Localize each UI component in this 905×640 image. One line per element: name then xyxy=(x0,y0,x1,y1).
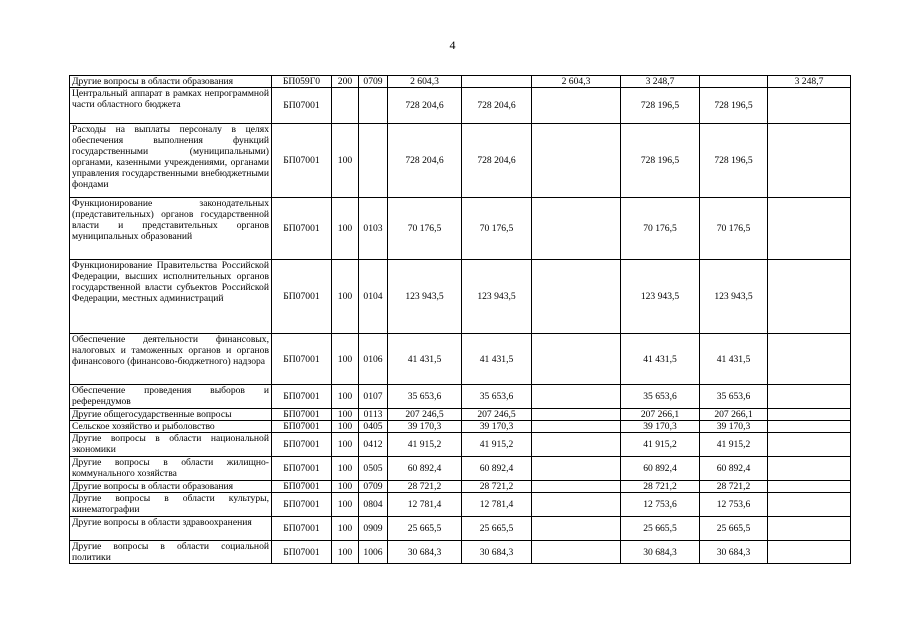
cell-vr: 100 xyxy=(332,385,359,409)
cell-rz: 0804 xyxy=(359,493,388,517)
table-body xyxy=(70,76,851,564)
table-row xyxy=(70,541,851,564)
table-row xyxy=(70,76,851,88)
cell-value-6 xyxy=(768,457,851,481)
table-row xyxy=(70,409,851,421)
cell-value-4: 28 721,2 xyxy=(621,481,700,493)
cell-rz: 0106 xyxy=(359,334,388,385)
cell-value-1: 28 721,2 xyxy=(388,481,462,493)
cell-rz: 0709 xyxy=(359,481,388,493)
cell-rz: 0709 xyxy=(359,76,388,88)
cell-vr: 100 xyxy=(332,124,359,198)
table-row xyxy=(70,481,851,493)
cell-value-4: 12 753,6 xyxy=(621,493,700,517)
table-row xyxy=(70,433,851,457)
cell-code: БП07001 xyxy=(272,517,332,541)
cell-name: Другие вопросы в области жилищно-коммунального хозяйства xyxy=(70,457,272,481)
table-row xyxy=(70,260,851,334)
cell-value-3 xyxy=(532,385,621,409)
cell-rz: 1006 xyxy=(359,541,388,564)
cell-code: БП07001 xyxy=(272,260,332,334)
cell-name: Обеспечение деятельности финансовых, налоговых и таможенных органов и органов финансового (финансово-бюджетного) надзора xyxy=(70,334,272,385)
cell-value-6 xyxy=(768,385,851,409)
cell-name: Другие вопросы в области здравоохранения xyxy=(70,517,272,541)
cell-vr: 100 xyxy=(332,541,359,564)
cell-code: БП07001 xyxy=(272,88,332,124)
cell-rz: 0909 xyxy=(359,517,388,541)
cell-value-5: 39 170,3 xyxy=(700,421,768,433)
cell-name: Другие вопросы в области образования xyxy=(70,76,272,88)
cell-value-3 xyxy=(532,260,621,334)
cell-vr xyxy=(332,88,359,124)
cell-value-2: 728 204,6 xyxy=(462,124,532,198)
cell-code: БП07001 xyxy=(272,409,332,421)
table-row xyxy=(70,88,851,124)
cell-value-1: 207 246,5 xyxy=(388,409,462,421)
cell-value-1: 39 170,3 xyxy=(388,421,462,433)
cell-value-6 xyxy=(768,433,851,457)
cell-vr: 100 xyxy=(332,334,359,385)
cell-code: БП07001 xyxy=(272,334,332,385)
cell-vr: 100 xyxy=(332,517,359,541)
cell-value-1: 70 176,5 xyxy=(388,198,462,260)
cell-value-4: 39 170,3 xyxy=(621,421,700,433)
cell-code: БП07001 xyxy=(272,541,332,564)
cell-code: БП059Г0 xyxy=(272,76,332,88)
cell-rz xyxy=(359,124,388,198)
cell-value-5: 41 431,5 xyxy=(700,334,768,385)
cell-value-6 xyxy=(768,409,851,421)
cell-value-2: 25 665,5 xyxy=(462,517,532,541)
cell-rz: 0103 xyxy=(359,198,388,260)
cell-rz: 0405 xyxy=(359,421,388,433)
cell-value-6 xyxy=(768,421,851,433)
cell-value-2: 28 721,2 xyxy=(462,481,532,493)
cell-value-5: 207 266,1 xyxy=(700,409,768,421)
cell-name: Другие вопросы в области образования xyxy=(70,481,272,493)
cell-name: Другие вопросы в области социальной политики xyxy=(70,541,272,564)
cell-value-2: 35 653,6 xyxy=(462,385,532,409)
cell-value-5: 28 721,2 xyxy=(700,481,768,493)
cell-vr: 100 xyxy=(332,409,359,421)
cell-value-2: 70 176,5 xyxy=(462,198,532,260)
cell-value-4: 207 266,1 xyxy=(621,409,700,421)
cell-value-1: 41 915,2 xyxy=(388,433,462,457)
cell-value-2: 207 246,5 xyxy=(462,409,532,421)
cell-vr: 100 xyxy=(332,493,359,517)
cell-name: Другие вопросы в области культуры, кинематографии xyxy=(70,493,272,517)
cell-value-1: 123 943,5 xyxy=(388,260,462,334)
cell-value-4: 41 431,5 xyxy=(621,334,700,385)
cell-code: БП07001 xyxy=(272,124,332,198)
cell-name: Другие вопросы в области национальной экономики xyxy=(70,433,272,457)
cell-code: БП07001 xyxy=(272,385,332,409)
cell-value-1: 12 781,4 xyxy=(388,493,462,517)
table-row xyxy=(70,385,851,409)
cell-value-5: 12 753,6 xyxy=(700,493,768,517)
table-row xyxy=(70,334,851,385)
cell-value-4: 728 196,5 xyxy=(621,124,700,198)
page-number: 4 xyxy=(449,38,456,52)
cell-name: Функционирование Правительства Российской Федерации, высших исполнительных органов государственной власти субъектов Российской Федерации, местных администраций xyxy=(70,260,272,334)
cell-value-5: 35 653,6 xyxy=(700,385,768,409)
cell-value-3 xyxy=(532,517,621,541)
cell-value-6 xyxy=(768,493,851,517)
cell-code: БП07001 xyxy=(272,198,332,260)
cell-value-4: 60 892,4 xyxy=(621,457,700,481)
cell-vr: 200 xyxy=(332,76,359,88)
cell-value-1: 30 684,3 xyxy=(388,541,462,564)
cell-value-5: 70 176,5 xyxy=(700,198,768,260)
cell-value-2: 728 204,6 xyxy=(462,88,532,124)
cell-name: Обеспечение проведения выборов и референдумов xyxy=(70,385,272,409)
cell-value-6 xyxy=(768,334,851,385)
cell-value-2: 123 943,5 xyxy=(462,260,532,334)
table-row xyxy=(70,124,851,198)
cell-value-6 xyxy=(768,541,851,564)
cell-rz: 0412 xyxy=(359,433,388,457)
cell-value-6 xyxy=(768,124,851,198)
cell-value-3 xyxy=(532,88,621,124)
cell-value-1: 2 604,3 xyxy=(388,76,462,88)
cell-value-5: 30 684,3 xyxy=(700,541,768,564)
cell-value-1: 728 204,6 xyxy=(388,124,462,198)
cell-value-3: 2 604,3 xyxy=(532,76,621,88)
cell-value-6 xyxy=(768,260,851,334)
cell-vr: 100 xyxy=(332,433,359,457)
cell-value-4: 728 196,5 xyxy=(621,88,700,124)
cell-vr: 100 xyxy=(332,260,359,334)
cell-name: Функционирование законодательных (представительных) органов государственной власти и представительных органов муниципальных образований xyxy=(70,198,272,260)
table-row xyxy=(70,198,851,260)
cell-value-3 xyxy=(532,409,621,421)
cell-value-2: 41 915,2 xyxy=(462,433,532,457)
cell-vr: 100 xyxy=(332,421,359,433)
cell-value-6 xyxy=(768,517,851,541)
cell-value-5: 60 892,4 xyxy=(700,457,768,481)
cell-vr: 100 xyxy=(332,481,359,493)
cell-rz: 0107 xyxy=(359,385,388,409)
cell-value-2: 12 781,4 xyxy=(462,493,532,517)
cell-vr: 100 xyxy=(332,457,359,481)
cell-code: БП07001 xyxy=(272,457,332,481)
cell-value-6 xyxy=(768,88,851,124)
cell-value-4: 25 665,5 xyxy=(621,517,700,541)
cell-value-3 xyxy=(532,198,621,260)
cell-value-5 xyxy=(700,76,768,88)
cell-value-4: 3 248,7 xyxy=(621,76,700,88)
cell-value-3 xyxy=(532,334,621,385)
cell-value-2: 39 170,3 xyxy=(462,421,532,433)
cell-value-2: 41 431,5 xyxy=(462,334,532,385)
cell-value-6 xyxy=(768,481,851,493)
cell-name: Другие общегосударственные вопросы xyxy=(70,409,272,421)
cell-value-3 xyxy=(532,124,621,198)
cell-value-4: 35 653,6 xyxy=(621,385,700,409)
cell-value-2: 30 684,3 xyxy=(462,541,532,564)
table-row xyxy=(70,457,851,481)
cell-value-4: 41 915,2 xyxy=(621,433,700,457)
cell-name: Центральный аппарат в рамках непрограммной части областного бюджета xyxy=(70,88,272,124)
cell-value-6: 3 248,7 xyxy=(768,76,851,88)
cell-value-5: 123 943,5 xyxy=(700,260,768,334)
cell-value-1: 25 665,5 xyxy=(388,517,462,541)
cell-value-2: 60 892,4 xyxy=(462,457,532,481)
table-row xyxy=(70,493,851,517)
cell-value-1: 728 204,6 xyxy=(388,88,462,124)
cell-value-2 xyxy=(462,76,532,88)
cell-rz: 0505 xyxy=(359,457,388,481)
budget-table xyxy=(69,75,851,564)
cell-name: Сельское хозяйство и рыболовство xyxy=(70,421,272,433)
cell-value-1: 41 431,5 xyxy=(388,334,462,385)
cell-code: БП07001 xyxy=(272,421,332,433)
cell-value-5: 728 196,5 xyxy=(700,88,768,124)
cell-rz: 0113 xyxy=(359,409,388,421)
cell-value-3 xyxy=(532,541,621,564)
cell-code: БП07001 xyxy=(272,481,332,493)
cell-value-4: 70 176,5 xyxy=(621,198,700,260)
cell-name: Расходы на выплаты персоналу в целях обеспечения выполнения функций государственными (муниципальными) органами, казенными учреждениями, органами управления государственными внебюджетными фондами xyxy=(70,124,272,198)
cell-value-5: 41 915,2 xyxy=(700,433,768,457)
cell-value-1: 60 892,4 xyxy=(388,457,462,481)
cell-value-6 xyxy=(768,198,851,260)
cell-value-3 xyxy=(532,421,621,433)
cell-code: БП07001 xyxy=(272,493,332,517)
cell-value-3 xyxy=(532,481,621,493)
cell-value-3 xyxy=(532,493,621,517)
cell-rz xyxy=(359,88,388,124)
cell-value-3 xyxy=(532,457,621,481)
cell-vr: 100 xyxy=(332,198,359,260)
cell-value-3 xyxy=(532,433,621,457)
table-row xyxy=(70,517,851,541)
cell-value-4: 123 943,5 xyxy=(621,260,700,334)
cell-value-5: 728 196,5 xyxy=(700,124,768,198)
cell-rz: 0104 xyxy=(359,260,388,334)
cell-value-4: 30 684,3 xyxy=(621,541,700,564)
cell-value-1: 35 653,6 xyxy=(388,385,462,409)
table-row xyxy=(70,421,851,433)
cell-code: БП07001 xyxy=(272,433,332,457)
cell-value-5: 25 665,5 xyxy=(700,517,768,541)
